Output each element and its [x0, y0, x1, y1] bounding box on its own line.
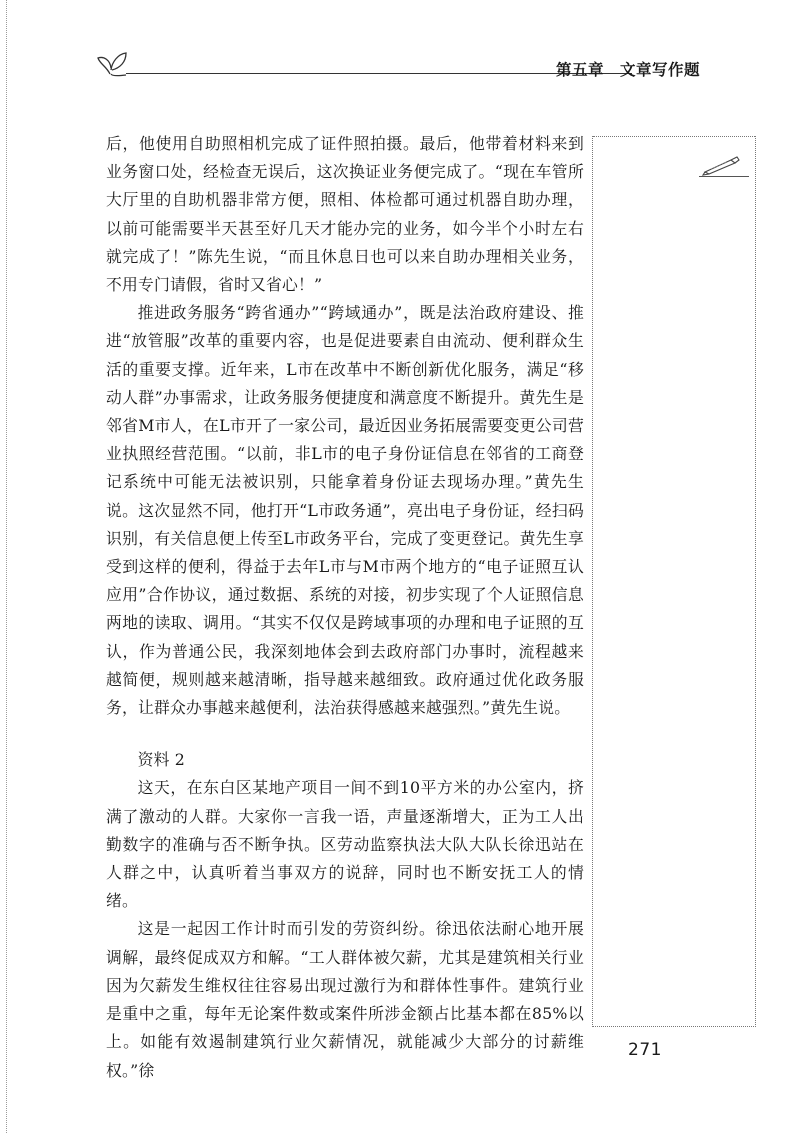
chapter-title: 文章写作题 — [619, 61, 700, 79]
notes-margin-box — [592, 136, 756, 1027]
paragraph: 这是一起因工作计时而引发的劳资纠纷。徐迅依法耐心地开展调解，最终促成双方和解。“工人群体被欠薪，尤其是建筑相关行业因为欠薪发生维权往往容易出现过激行为和群体性事件。建筑行业是重中之重，每年无论案件数或案件所涉金额占比基本都在85%以上。如能有效遏制建筑行业欠薪情况，就能减少大部分的讨薪维权。”徐 — [106, 919, 584, 1080]
section-label: 资料 2 — [137, 750, 186, 770]
pen-icon — [701, 154, 741, 176]
notes-box-top-edge — [593, 136, 755, 137]
article-body — [106, 130, 584, 1085]
running-header — [96, 48, 700, 88]
chapter-number: 第五章 — [555, 61, 604, 79]
chapter-heading — [556, 58, 700, 80]
paragraph: 推进政务服务“跨省通办”“跨域通办”，既是法治政府建设、推进“放管服”改革的重要内容，也是促进要素自由流动、便利群众生活的重要支撑。近年来，L市在改革中不断创新优化服务，满足“移动人群”办事需求，让政务服务便捷度和满意度不断提升。黄先生是邻省M市人，在L市开了一家公司，最近因业务拓展需要变更公司营业执照经营范围。“以前，非L市的电子身份证信息在邻省的工商登记系统中可能无法被识别，只能拿着身份证去现场办理。”黄先生说。这次显然不同，他打开“L市政务通”，亮出电子身份证，经扫码识别，有关信息便上传至L市政务平台，完成了变更登记。黄先生享受到这样的便利，得益于去年L市与M市两个地方的“电子证照互认应用”合作协议，通过数据、系统的对接，初步实现了个人证照信息两地的读取、调用。“其实不仅仅是跨域事项的办理和电子证照的互认，作为普通公民，我深刻地体会到去政府部门办事时，流程越来越简便，规则越来越清晰，指导越来越细致。政府通过优化政务服务，让群众办事越来越便利，法治获得感越来越强烈。”黄先生说。 — [106, 303, 584, 718]
paragraph-continued: 后，他使用自助照相机完成了证件照拍摄。最后，他带着材料来到业务窗口处，经检查无误后，这次换证业务便完成了。“现在车管所大厅里的自助机器非常方便，照相、体检都可通过机器自助办理，以前可能需要半天甚至好几天才能办完的业务，如今半个小时左右就完成了！”陈先生说，“而且休息日也可以来自助办理相关业务，不用专门请假，省时又省心！” — [106, 134, 584, 295]
pen-underline — [699, 176, 749, 177]
page-number: 271 — [628, 1040, 662, 1060]
binding-margin-dots — [6, 0, 7, 1133]
paragraph: 这天，在东白区某地产项目一间不到10平方米的办公室内，挤满了激动的人群。大家你一言我一语，声量逐渐增大，正为工人出勤数字的准确与否不断争执。区劳动监察执法大队大队长徐迅站在人群之中，认真听着当事双方的说辞，同时也不断安抚工人的情绪。 — [106, 778, 584, 911]
